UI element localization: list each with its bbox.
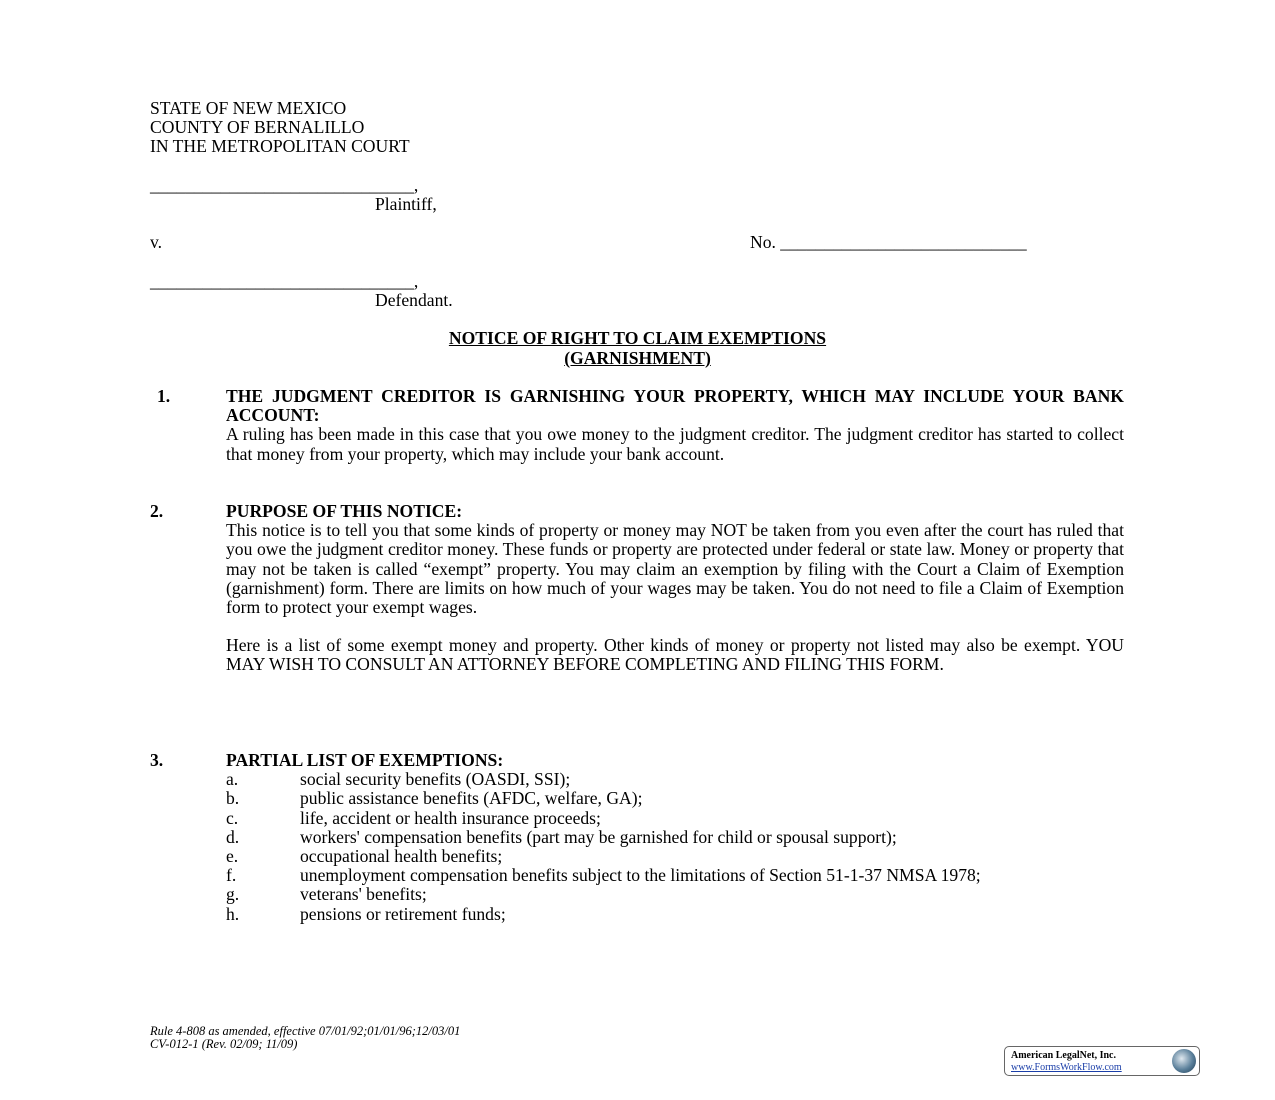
versus-label: v. (150, 232, 163, 252)
american-legalnet-logo (1004, 1046, 1200, 1076)
item-text: social security benefits (OASDI, SSI); (300, 769, 571, 790)
section-1-number: 1. (157, 386, 171, 406)
plaintiff-label: Plaintiff, (375, 194, 437, 214)
exemption-item (226, 905, 1124, 924)
case-number-field[interactable]: No. ____________________________ (750, 232, 1027, 252)
section-3 (226, 751, 1124, 924)
header-state: STATE OF NEW MEXICO (150, 98, 347, 118)
section-1-body: A ruling has been made in this case that you owe money to the judgment creditor. The judgment creditor has started to collect that money from your property, which may include your bank account. (226, 424, 1124, 464)
item-letter: d. (226, 826, 240, 847)
exemption-item (226, 789, 1124, 808)
item-letter: f. (226, 865, 237, 886)
exemption-item (226, 866, 1124, 885)
item-letter: c. (226, 807, 239, 828)
court-header (150, 99, 410, 157)
item-text: pensions or retirement funds; (300, 903, 506, 924)
item-text: life, accident or health insurance proceeds; (300, 807, 601, 828)
exemption-item (226, 885, 1124, 904)
plaintiff-blank[interactable]: ______________________________, (150, 175, 419, 195)
section-3-heading: PARTIAL LIST OF EXEMPTIONS: (226, 750, 504, 770)
item-letter: b. (226, 788, 240, 809)
logo-url-link[interactable]: www.FormsWorkFlow.com (1011, 1062, 1122, 1073)
exemption-item (226, 770, 1124, 789)
item-letter: e. (226, 846, 239, 867)
item-letter: h. (226, 903, 240, 924)
exemption-item (226, 809, 1124, 828)
section-2-heading: PURPOSE OF THIS NOTICE: (226, 501, 463, 521)
item-text: veterans' benefits; (300, 884, 427, 905)
logo-company: American LegalNet, Inc. (1011, 1050, 1116, 1061)
footer-rule: Rule 4-808 as amended, effective 07/01/92;01/01/96;12/03/01 (150, 1024, 461, 1038)
item-text: unemployment compensation benefits subject to the limitations of Section 51-1-37 NMSA 1978; (300, 865, 981, 886)
document-subtitle: (GARNISHMENT) (564, 348, 711, 368)
exemption-list (226, 770, 1124, 924)
defendant-label: Defendant. (375, 290, 453, 310)
item-text: public assistance benefits (AFDC, welfare, GA); (300, 788, 643, 809)
item-text: occupational health benefits; (300, 846, 503, 867)
section-2-body-2: Here is a list of some exempt money and property. Other kinds of money or property not listed may also be exempt. YOU MAY WISH TO CONSULT AN ATTORNEY BEFORE COMPLETING AND FILING THIS FORM. (226, 635, 1124, 675)
defendant-blank[interactable]: ______________________________, (150, 271, 419, 291)
section-2 (226, 502, 1124, 675)
section-1 (226, 387, 1124, 464)
document-title: NOTICE OF RIGHT TO CLAIM EXEMPTIONS (448, 328, 827, 348)
item-letter: g. (226, 884, 240, 905)
section-1-heading: THE JUDGMENT CREDITOR IS GARNISHING YOUR PROPERTY, WHICH MAY INCLUDE YOUR BANK ACCOUNT: (226, 386, 1124, 426)
globe-icon (1172, 1049, 1196, 1073)
section-3-number: 3. (150, 750, 164, 770)
footer (150, 1025, 460, 1051)
exemption-item (226, 828, 1124, 847)
header-county: COUNTY OF BERNALILLO (150, 117, 365, 138)
header-court: IN THE METROPOLITAN COURT (150, 136, 410, 157)
section-2-body: This notice is to tell you that some kinds of property or money may NOT be taken from you even after the court has ruled that you owe the judgment creditor money. These funds or property are protected under federal or state law. Money or property that may not be taken is called “exempt” property. You may claim an exemption by filing with the Court a Claim of Exemption (garnishment) form. There are limits on how much of your wages may be taken. You do not need to file a Claim of Exemption form to protect your exempt wages. (226, 520, 1124, 618)
footer-form-id: CV-012-1 (Rev. 02/09; 11/09) (150, 1037, 298, 1051)
section-2-number: 2. (150, 501, 164, 521)
item-letter: a. (226, 769, 239, 790)
item-text: workers' compensation benefits (part may be garnished for child or spousal support); (300, 826, 897, 847)
exemption-item (226, 847, 1124, 866)
